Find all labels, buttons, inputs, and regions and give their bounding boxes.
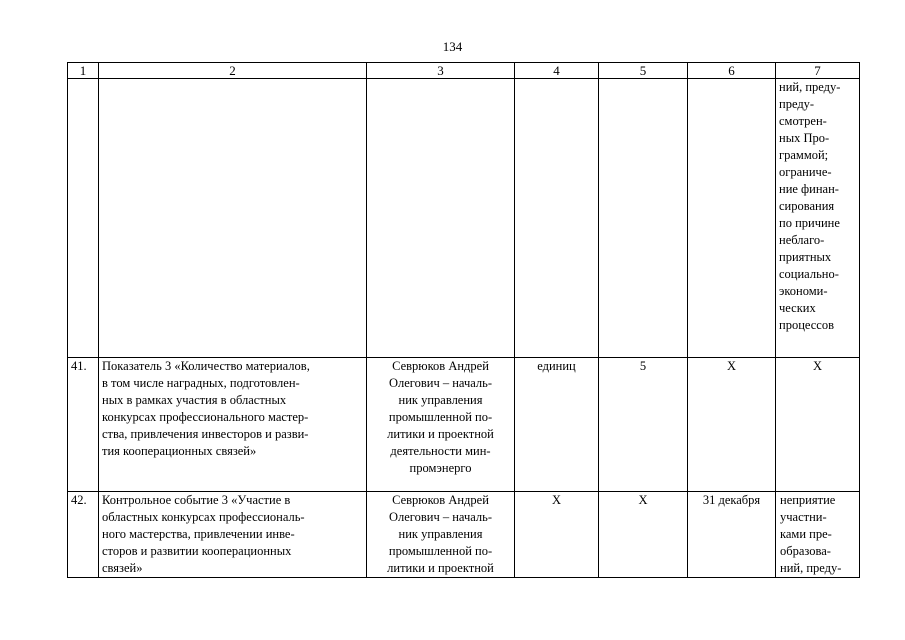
text-line: ник управления	[398, 527, 483, 541]
row-number: 42.	[68, 492, 99, 578]
text-line: неприятие	[780, 493, 836, 507]
cell-empty	[515, 79, 599, 358]
cell-empty	[68, 79, 99, 358]
text-line: сирования	[779, 199, 835, 213]
cell-unit: единиц	[515, 358, 599, 492]
text-line: участни-	[780, 510, 827, 524]
text-line: ник управления	[398, 393, 483, 407]
table-row-42	[68, 492, 860, 578]
text-line: литики и проектной	[387, 561, 494, 575]
cell-responsible	[367, 358, 515, 492]
column-number: 4	[515, 63, 599, 79]
text-line: связей»	[102, 561, 143, 575]
text-line: Олегович – началь-	[388, 376, 493, 390]
text-line: ства, привлечения инвесторов и разви-	[102, 427, 309, 441]
text-line: Севрюков Андрей	[392, 493, 489, 507]
text-line: ками пре-	[780, 527, 832, 541]
cell-empty	[367, 79, 515, 358]
column-number: 7	[776, 63, 860, 79]
text-line: промышленной по-	[388, 544, 493, 558]
text-line: ограниче-	[779, 165, 832, 179]
text-line: социально-	[779, 267, 839, 281]
cell-indicator-name	[99, 358, 367, 492]
text-line: ческих	[779, 301, 816, 315]
text-line: ний, преду-	[780, 561, 842, 575]
cell-value: 5	[599, 358, 688, 492]
text-line: смотрен-	[779, 114, 827, 128]
text-line: по причине	[779, 216, 840, 230]
column-number: 1	[68, 63, 99, 79]
text-line: конкурсах профессионального мастер-	[102, 410, 309, 424]
cell-deadline: Х	[688, 358, 776, 492]
text-line: промэнерго	[409, 461, 472, 475]
text-line: областных конкурсах профессиональ-	[102, 510, 305, 524]
cell-value: Х	[599, 492, 688, 578]
text-line: сторов и развитии кооперационных	[102, 544, 292, 558]
text-line: Контрольное событие 3 «Участие в	[102, 493, 291, 507]
column-number-row	[68, 63, 860, 79]
cell-empty	[688, 79, 776, 358]
table-row-41	[68, 358, 860, 492]
text-line: приятных	[779, 250, 832, 264]
text-line: образова-	[780, 544, 831, 558]
table-row-continuation	[68, 79, 860, 358]
column-number: 5	[599, 63, 688, 79]
text-line: в том числе наградных, подготовлен-	[102, 376, 300, 390]
cell-responsible	[367, 492, 515, 578]
text-line: Олегович – началь-	[388, 510, 493, 524]
cell-indicator-name	[99, 492, 367, 578]
text-line: граммой;	[779, 148, 829, 162]
text-line: тия кооперационных связей»	[102, 444, 257, 458]
text-line: ний, преду-	[779, 80, 841, 94]
page-number: 134	[442, 39, 463, 54]
cell-deadline: 31 декабря	[688, 492, 776, 578]
cell-risk-description: Х	[776, 358, 860, 492]
text-line: преду-	[779, 97, 815, 111]
document-table	[67, 62, 860, 578]
column-number: 6	[688, 63, 776, 79]
text-line: процессов	[779, 318, 834, 332]
cell-risk-description	[776, 79, 860, 358]
text-line: неблаго-	[779, 233, 825, 247]
text-line: промышленной по-	[388, 410, 493, 424]
column-number: 3	[367, 63, 515, 79]
column-number: 2	[99, 63, 367, 79]
cell-empty	[99, 79, 367, 358]
row-number: 41.	[68, 358, 99, 492]
text-line: ного мастерства, привлечении инве-	[102, 527, 295, 541]
text-line: ние финан-	[779, 182, 839, 196]
text-line: ных в рамках участия в областных	[102, 393, 287, 407]
text-line: Показатель 3 «Количество материалов,	[102, 359, 310, 373]
text-line: Севрюков Андрей	[392, 359, 489, 373]
text-line: деятельности мин-	[390, 444, 491, 458]
text-line: литики и проектной	[387, 427, 494, 441]
text-line: экономи-	[779, 284, 828, 298]
text-line: ных Про-	[779, 131, 830, 145]
cell-unit: Х	[515, 492, 599, 578]
cell-empty	[599, 79, 688, 358]
cell-risk-description	[776, 492, 860, 578]
